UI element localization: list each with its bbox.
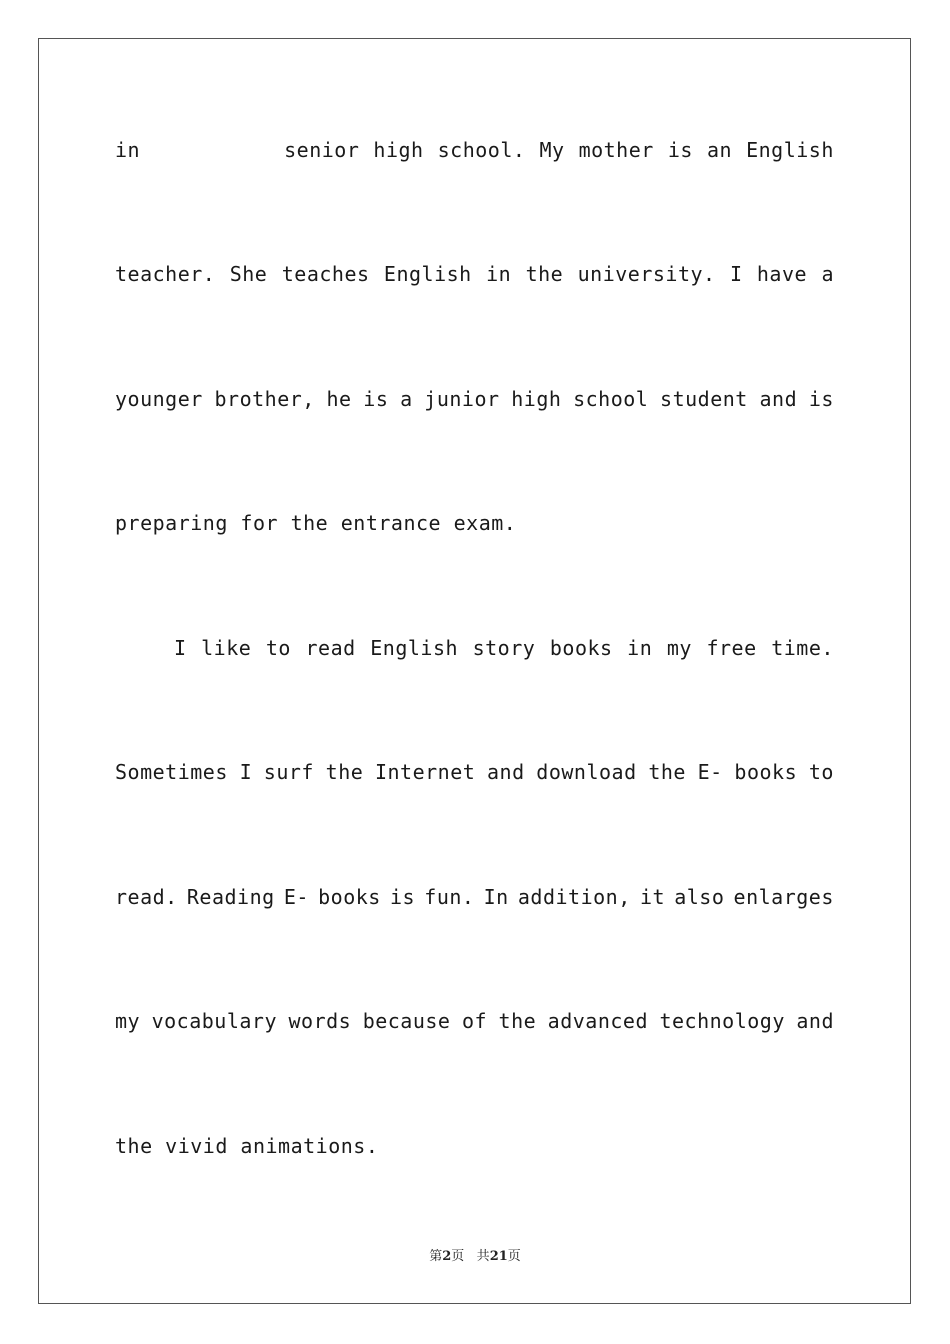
word: in: [115, 138, 141, 162]
word: Sometimes: [115, 760, 228, 784]
word: senior: [284, 138, 360, 162]
word: I: [729, 262, 743, 286]
word: school.: [437, 138, 526, 162]
word: teacher.: [115, 262, 216, 286]
word: brother,: [214, 387, 315, 411]
word: books: [734, 760, 798, 784]
word: books: [318, 885, 381, 909]
word: teaches: [281, 262, 370, 286]
word: a: [400, 387, 413, 411]
word: technology: [659, 1009, 785, 1033]
word: my: [666, 636, 692, 660]
footer-page-suffix: 页: [451, 1249, 465, 1264]
current-page-number: 2: [442, 1249, 452, 1264]
text-line-3: [115, 387, 834, 411]
word: to: [265, 636, 291, 660]
word: junior: [424, 387, 500, 411]
word: English: [370, 636, 459, 660]
word: student: [660, 387, 748, 411]
word: download: [536, 760, 637, 784]
word: vocabulary: [151, 1009, 277, 1033]
word: E-: [283, 885, 309, 909]
text-line-7: [115, 885, 834, 909]
text-line-5: [174, 636, 834, 660]
word: also: [674, 885, 725, 909]
word: English: [383, 262, 472, 286]
word: English: [746, 138, 834, 162]
word: a: [821, 262, 834, 286]
word: the: [325, 760, 364, 784]
footer-prefix: 第: [429, 1249, 443, 1264]
word: surf: [263, 760, 314, 784]
word: fun.: [424, 885, 475, 909]
word: read.: [115, 885, 178, 909]
word: the: [498, 1009, 537, 1033]
word: In: [483, 885, 509, 909]
word: because: [362, 1009, 451, 1033]
word: school: [573, 387, 649, 411]
word: an: [706, 138, 733, 162]
word: university.: [577, 262, 716, 286]
total-pages-number: 21: [489, 1249, 508, 1264]
word: My: [539, 138, 565, 162]
word: and: [796, 1009, 834, 1033]
text-line-4: preparing for the entrance exam.: [115, 511, 517, 535]
word: advanced: [547, 1009, 648, 1033]
word: high: [511, 387, 562, 411]
word: enlarges: [733, 885, 834, 909]
word: younger: [115, 387, 203, 411]
text-line-8: [115, 1009, 834, 1033]
word: is: [667, 138, 693, 162]
word: my: [115, 1009, 141, 1033]
word: the: [648, 760, 686, 784]
page-footer: [0, 1248, 950, 1266]
word: time.: [771, 636, 834, 660]
word: Internet: [374, 760, 476, 784]
word: story: [472, 636, 536, 660]
word: free: [706, 636, 757, 660]
word: and: [759, 387, 798, 411]
word: in: [627, 636, 653, 660]
word: have: [756, 262, 808, 286]
word: he: [326, 387, 352, 411]
word: high: [373, 138, 424, 162]
word: mother: [578, 138, 654, 162]
word: E-: [697, 760, 723, 784]
word: is: [390, 885, 416, 909]
word: to: [808, 760, 834, 784]
word: I: [174, 636, 187, 660]
word: books: [549, 636, 613, 660]
word: in: [486, 262, 512, 286]
text-line-6: [115, 760, 834, 784]
word: of: [461, 1009, 488, 1033]
text-line-9: the vivid animations.: [115, 1134, 379, 1158]
word: and: [486, 760, 525, 784]
word: She: [229, 262, 268, 286]
text-line-2: [115, 262, 834, 286]
page-frame: [38, 38, 911, 1304]
word: is: [808, 387, 834, 411]
word: is: [363, 387, 389, 411]
footer-total-prefix: 共: [476, 1249, 490, 1264]
word: like: [201, 636, 252, 660]
word: addition,: [517, 885, 631, 909]
word: read: [305, 636, 356, 660]
word: it: [639, 885, 666, 909]
word: words: [288, 1009, 352, 1033]
word: Reading: [186, 885, 275, 909]
text-line-1: [115, 138, 834, 162]
word: the: [525, 262, 564, 286]
footer-total-suffix: 页: [507, 1249, 521, 1264]
word: I: [239, 760, 253, 784]
